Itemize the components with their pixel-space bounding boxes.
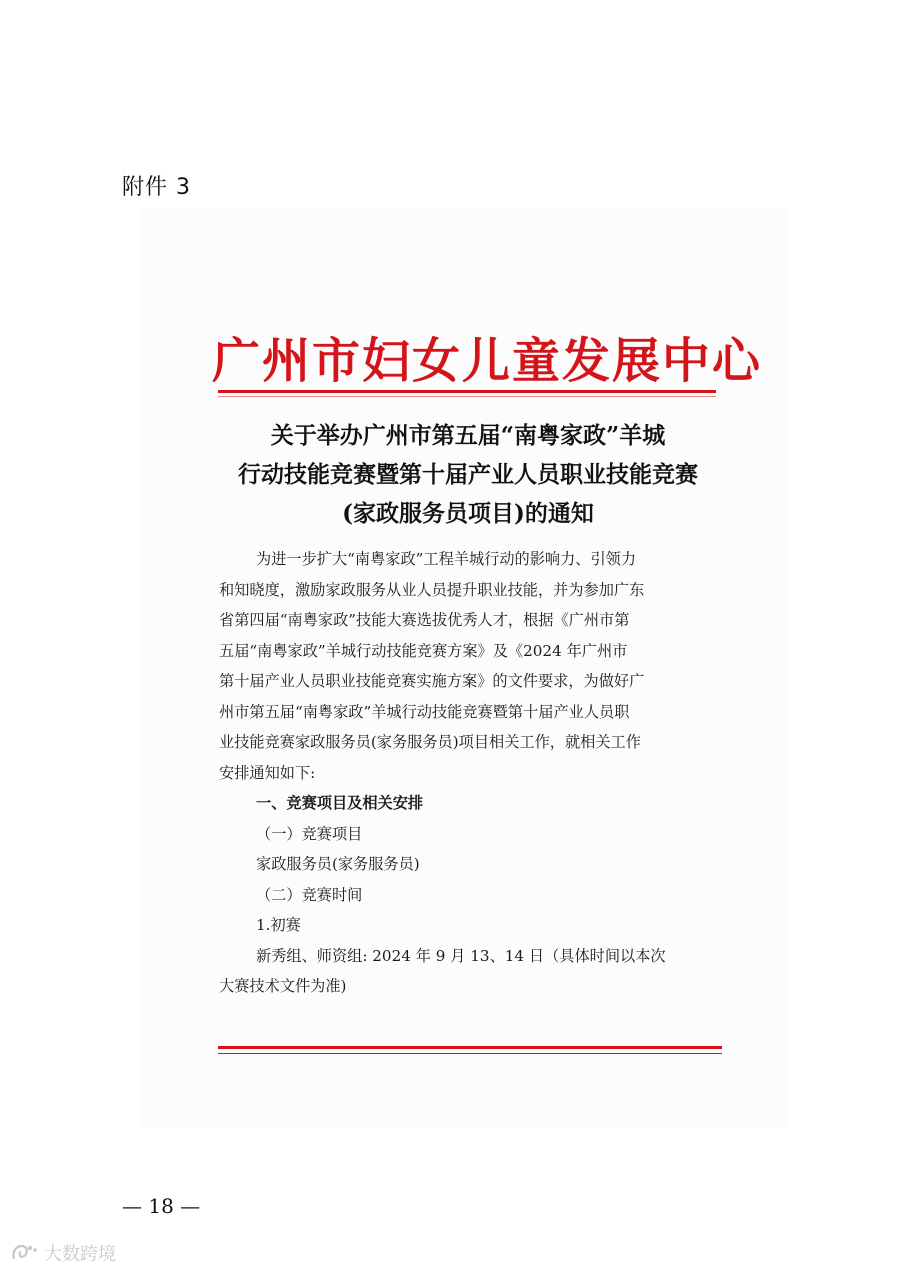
page-number: — 18 — <box>122 1194 201 1218</box>
footer-red-rule <box>218 1046 722 1049</box>
subsection-heading: （二）竞赛时间 <box>256 885 363 904</box>
intro-line: 业技能竞赛家政服务员(家务服务员)项目相关工作，就相关工作 <box>219 733 641 751</box>
intro-line: 五届“南粤家政”羊城行动技能竞赛方案》及《2024 年广州市 <box>219 641 628 660</box>
intro-line: 州市第五届“南粤家政”羊城行动技能竞赛暨第十届产业人员职 <box>219 702 630 721</box>
header-red-rule-thin <box>218 396 716 397</box>
title-line: (家政服务员项目)的通知 <box>342 500 594 527</box>
intro-line: 和知晓度，激励家政服务从业人员提升职业技能，并为参加广东 <box>219 580 645 599</box>
intro-line: 安排通知如下: <box>219 763 316 782</box>
document-title <box>210 416 726 533</box>
header-red-rule <box>218 390 716 393</box>
intro-line: 为进一步扩大“南粤家政”工程羊城行动的影响力、引领力 <box>256 550 637 568</box>
watermark-logo-icon <box>10 1242 40 1264</box>
intro-line: 省第四届“南粤家政”技能大赛选拔优秀人才，根据《广州市第 <box>219 611 630 629</box>
watermark-text: 大数跨境 <box>44 1244 116 1265</box>
footer-red-rule-thin <box>218 1053 722 1054</box>
section-heading: 一、竞赛项目及相关安排 <box>256 794 424 812</box>
intro-line: 第十届产业人员职业技能竞赛实施方案》的文件要求，为做好广 <box>219 672 645 690</box>
document-body <box>219 544 713 1002</box>
organization-header: 广州市妇女儿童发展中心 <box>212 333 763 389</box>
attachment-label: 附件 3 <box>122 175 191 200</box>
item-text-line: 新秀组、师资组: 2024 年 9 月 13、14 日（具体时间以本次 <box>256 946 666 965</box>
item-heading: 1.初赛 <box>256 916 301 934</box>
title-line: 关于举办广州市第五届“南粤家政”羊城 <box>270 422 666 449</box>
subsection-heading: （一）竞赛项目 <box>256 824 363 843</box>
subsection-text: 家政服务员(家务服务员) <box>256 855 420 873</box>
item-text-line: 大赛技术文件为准) <box>219 977 347 995</box>
title-line: 行动技能竞赛暨第十届产业人员职业技能竞赛 <box>238 461 698 488</box>
watermark <box>10 1240 116 1266</box>
